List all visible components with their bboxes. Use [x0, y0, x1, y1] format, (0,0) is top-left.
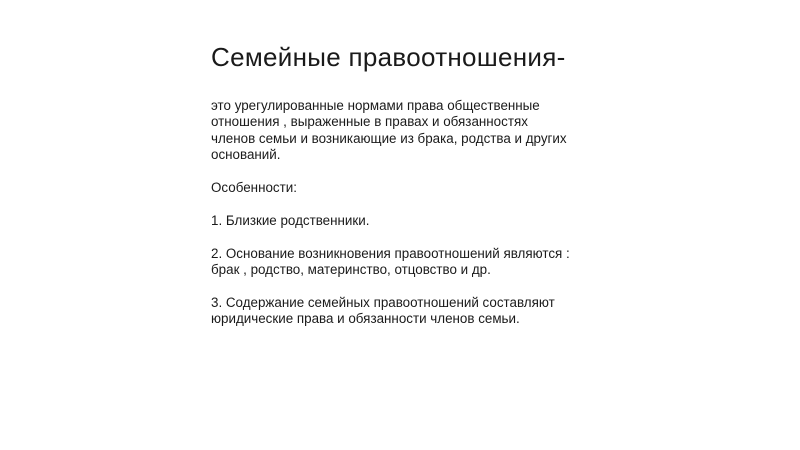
definition-line: это урегулированные нормами права общественные: [211, 98, 540, 113]
spacer: [211, 164, 631, 180]
feature-item-2-continued: брак , родство, материнство, отцовство и др.: [211, 262, 491, 278]
definition-line: оснований.: [211, 147, 281, 163]
spacer: [211, 278, 631, 294]
feature-item-3: 3. Содержание семейных правоотношений составляют: [211, 294, 555, 310]
features-heading: Особенности:: [211, 180, 297, 196]
feature-item-2: 2. Основание возникновения правоотношений являются :: [211, 245, 570, 261]
spacer: [211, 196, 631, 212]
spacer: [211, 229, 631, 245]
feature-item-3-continued: юридические права и обязанности членов семьи.: [211, 311, 520, 327]
slide-title: Семейные правоотношения-: [211, 42, 566, 72]
feature-item-1: 1. Близкие родственники.: [211, 212, 370, 228]
definition-line: членов семьи и возникающие из брака, родства и других: [211, 130, 567, 146]
slide-body: [211, 98, 631, 328]
definition-line: отношения , выраженные в правах и обязанностях: [211, 114, 528, 130]
